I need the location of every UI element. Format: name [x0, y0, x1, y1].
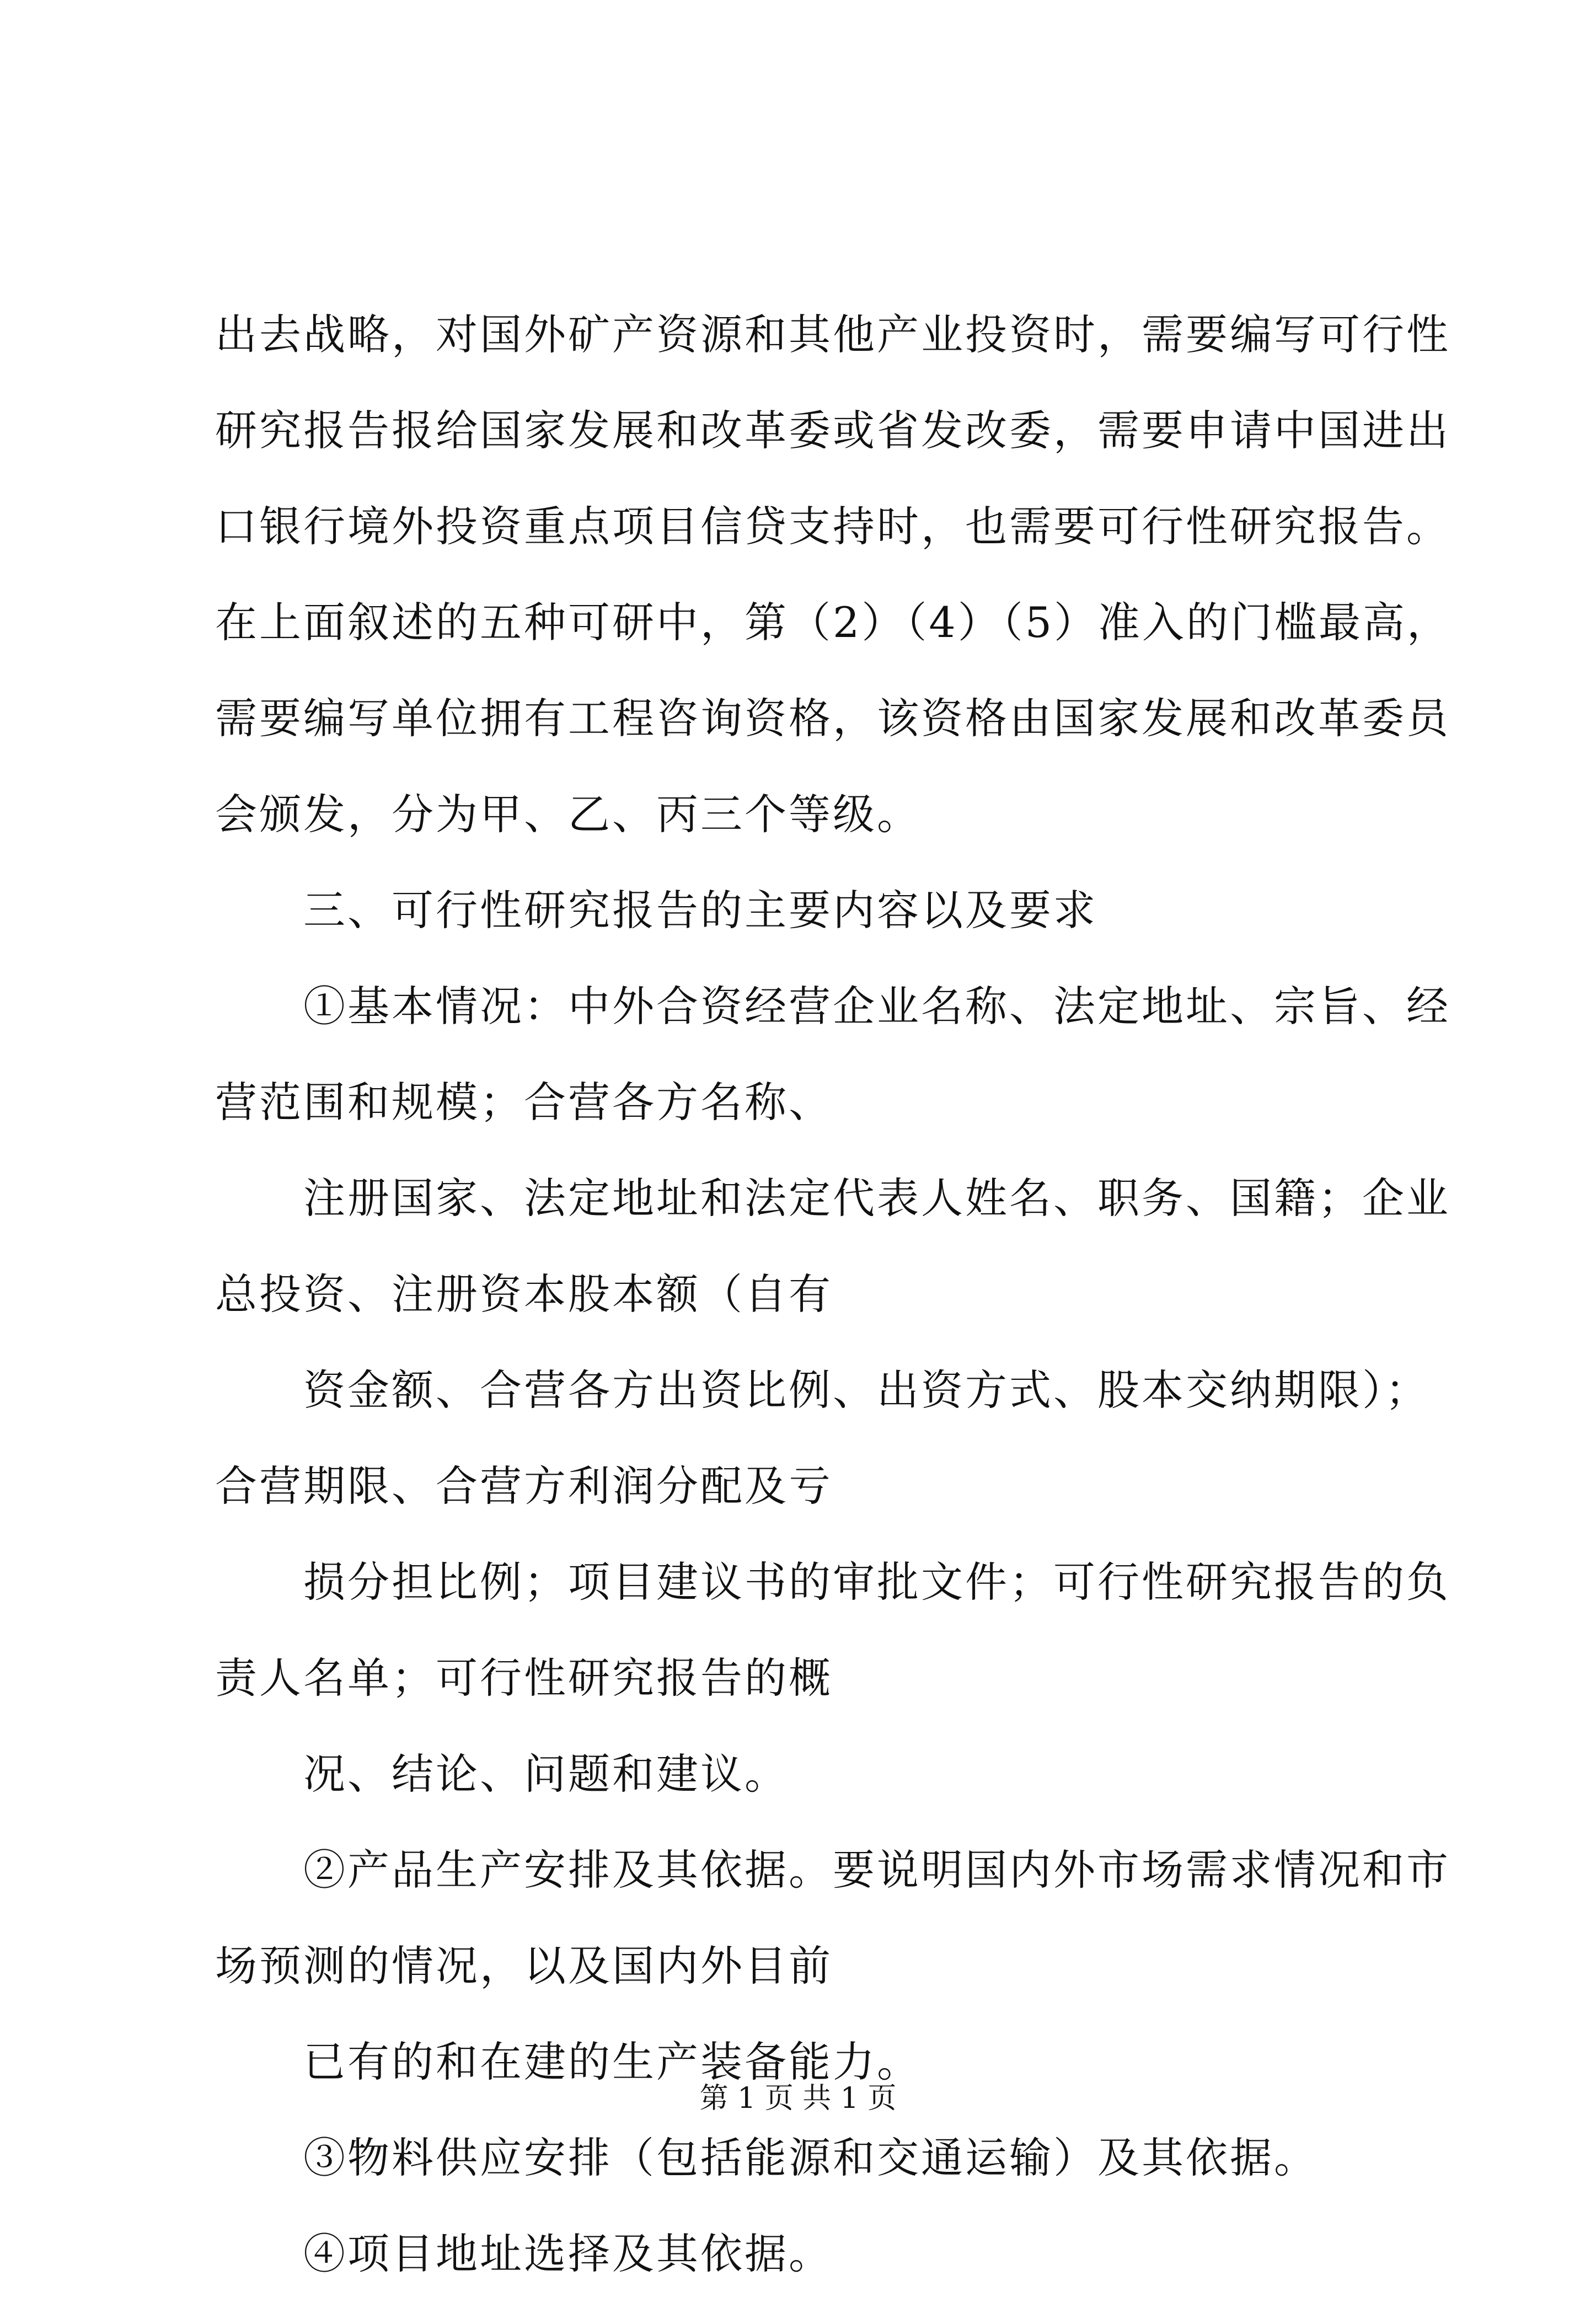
- document-body: [215, 287, 1452, 2302]
- page-footer: 第 1 页 共 1 页: [699, 2082, 897, 2115]
- text-line: 营范围和规模；合营各方名称、: [215, 1078, 833, 1127]
- text-line: ④项目地址选择及其依据。: [303, 2229, 833, 2278]
- section-heading: 三、可行性研究报告的主要内容以及要求: [303, 886, 1097, 935]
- text-line: ③物料供应安排（包括能源和交通运输）及其依据。: [303, 2133, 1318, 2182]
- text-line: ②产品生产安排及其依据。要说明国内外市场需求情况和市: [303, 1845, 1450, 1894]
- text-line: ①基本情况：中外合资经营企业名称、法定地址、宗旨、经: [303, 982, 1450, 1031]
- text-line: 口银行境外投资重点项目信贷支持时，也需要可行性研究报告。: [215, 502, 1450, 551]
- text-line: 出去战略，对国外矿产资源和其他产业投资时，需要编写可行性: [215, 310, 1450, 359]
- text-line: 场预测的情况，以及国内外目前: [215, 1941, 833, 1990]
- text-line: 合营期限、合营方利润分配及亏: [215, 1461, 833, 1511]
- text-line: 需要编写单位拥有工程咨询资格，该资格由国家发展和改革委员: [215, 694, 1450, 743]
- text-line: 责人名单；可行性研究报告的概: [215, 1653, 833, 1703]
- text-line: 况、结论、问题和建议。: [303, 1749, 789, 1798]
- text-line: 资金额、合营各方出资比例、出资方式、股本交纳期限）；: [303, 1366, 1429, 1415]
- text-line: 总投资、注册资本股本额（自有: [215, 1270, 833, 1319]
- text-line: 会颁发，分为甲、乙、丙三个等级。: [215, 790, 921, 839]
- text-line: 已有的和在建的生产装备能力。: [303, 2037, 921, 2086]
- text-line: 损分担比例；项目建议书的审批文件；可行性研究报告的负: [303, 1557, 1450, 1607]
- text-line: 研究报告报给国家发展和改革委或省发改委，需要申请中国进出: [215, 406, 1450, 455]
- text-line: 注册国家、法定地址和法定代表人姓名、职务、国籍；企业: [303, 1174, 1450, 1223]
- text-line: 在上面叙述的五种可研中，第（2）（4）（5）准入的门槛最高，: [215, 598, 1452, 647]
